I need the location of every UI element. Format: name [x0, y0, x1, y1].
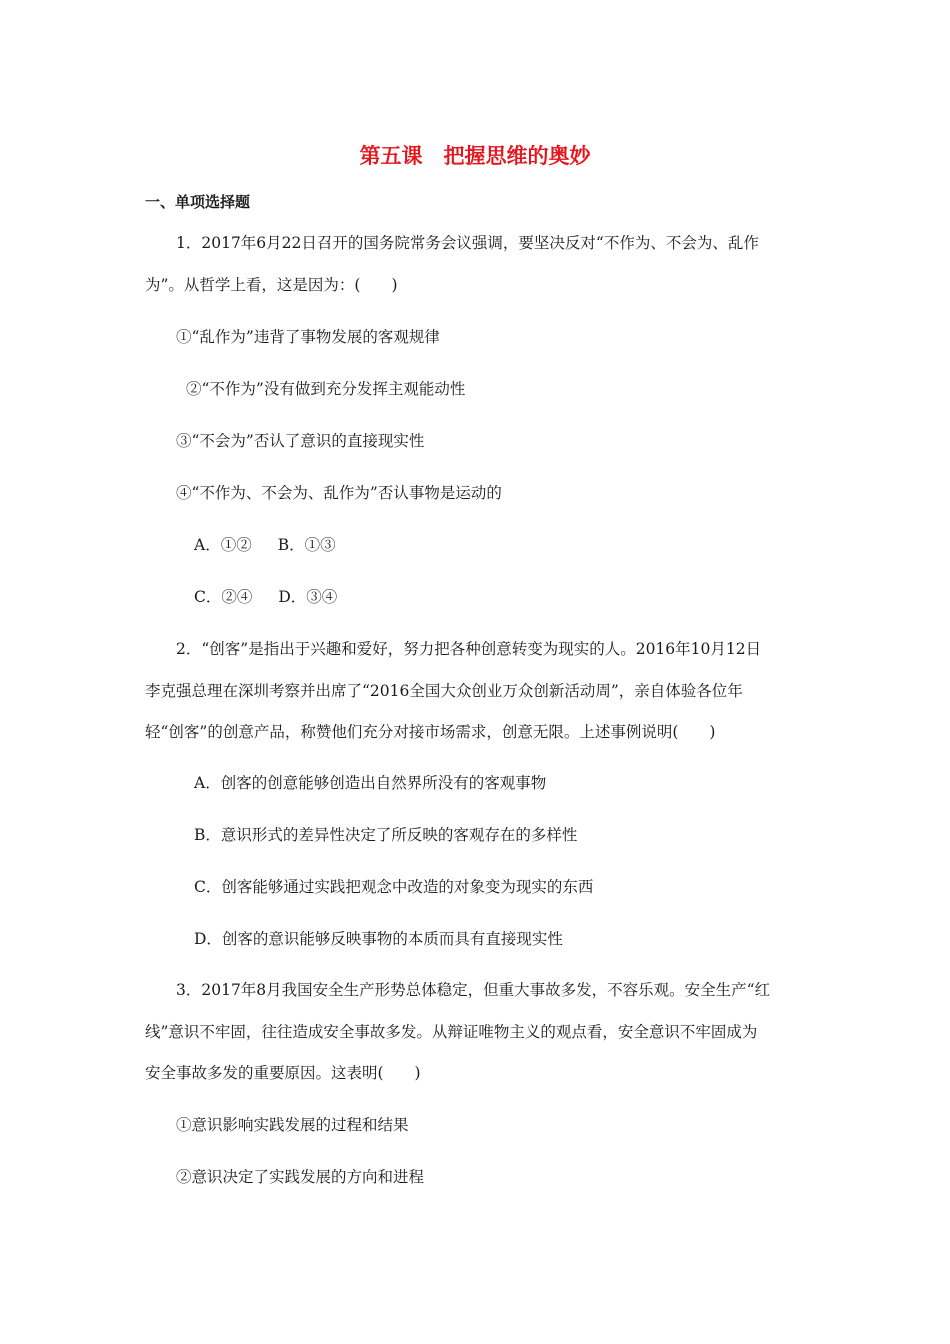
q2-option-a: A．创客的创意能够创造出自然界所没有的客观事物	[194, 774, 547, 792]
q2-stem-line-3: 轻“创客”的创意产品，称赞他们充分对接市场需求，创意无限。上述事例说明( )	[145, 723, 716, 741]
q1-statement-1: ①“乱作为”违背了事物发展的客观规律	[176, 328, 440, 346]
q1-option-b: B．①③	[277, 536, 336, 554]
q2-stem-line-2: 李克强总理在深圳考察并出席了“2016全国大众创业万众创新活动周”，亲自体验各位年	[145, 682, 743, 700]
q1-stem-line-2: 为”。从哲学上看，这是因为：( )	[145, 276, 398, 294]
q2-stem-line-1: 2．“创客”是指出于兴趣和爱好，努力把各种创意转变为现实的人。2016年10月12日	[176, 640, 762, 658]
q1-option-a: A．①②	[194, 536, 252, 554]
q3-stem-line-2: 线”意识不牢固，往往造成安全事故多发。从辩证唯物主义的观点看，安全意识不牢固成为	[145, 1023, 758, 1041]
section-heading: 一、单项选择题	[145, 193, 251, 211]
q1-statement-3: ③“不会为”否认了意识的直接现实性	[176, 432, 425, 450]
q3-statement-1: ①意识影响实践发展的过程和结果	[176, 1116, 409, 1134]
q3-stem-line-1: 3．2017年8月我国安全生产形势总体稳定，但重大事故多发，不容乐观。安全生产“红	[176, 981, 771, 999]
q1-options-row-2	[194, 584, 337, 610]
q2-option-b: B．意识形式的差异性决定了所反映的客观存在的多样性	[194, 826, 578, 844]
q2-option-d: D．创客的意识能够反映事物的本质而具有直接现实性	[194, 930, 563, 948]
page-title: 第五课 把握思维的奥妙	[359, 144, 591, 168]
q1-statement-2: ②“不作为”没有做到充分发挥主观能动性	[186, 380, 466, 398]
q1-option-c: C．②④	[194, 588, 253, 606]
q3-statement-2: ②意识决定了实践发展的方向和进程	[176, 1168, 425, 1186]
q3-stem-line-3: 安全事故多发的重要原因。这表明( )	[145, 1064, 421, 1082]
q1-statement-4: ④“不作为、不会为、乱作为”否认事物是运动的	[176, 484, 502, 502]
q1-option-d: D．③④	[278, 588, 338, 606]
q2-option-c: C．创客能够通过实践把观念中改造的对象变为现实的东西	[194, 878, 594, 896]
q1-stem-line-1: 1．2017年6月22日召开的国务院常务会议强调，要坚决反对“不作为、不会为、乱作	[176, 234, 759, 252]
q1-options-row-1	[194, 532, 336, 558]
